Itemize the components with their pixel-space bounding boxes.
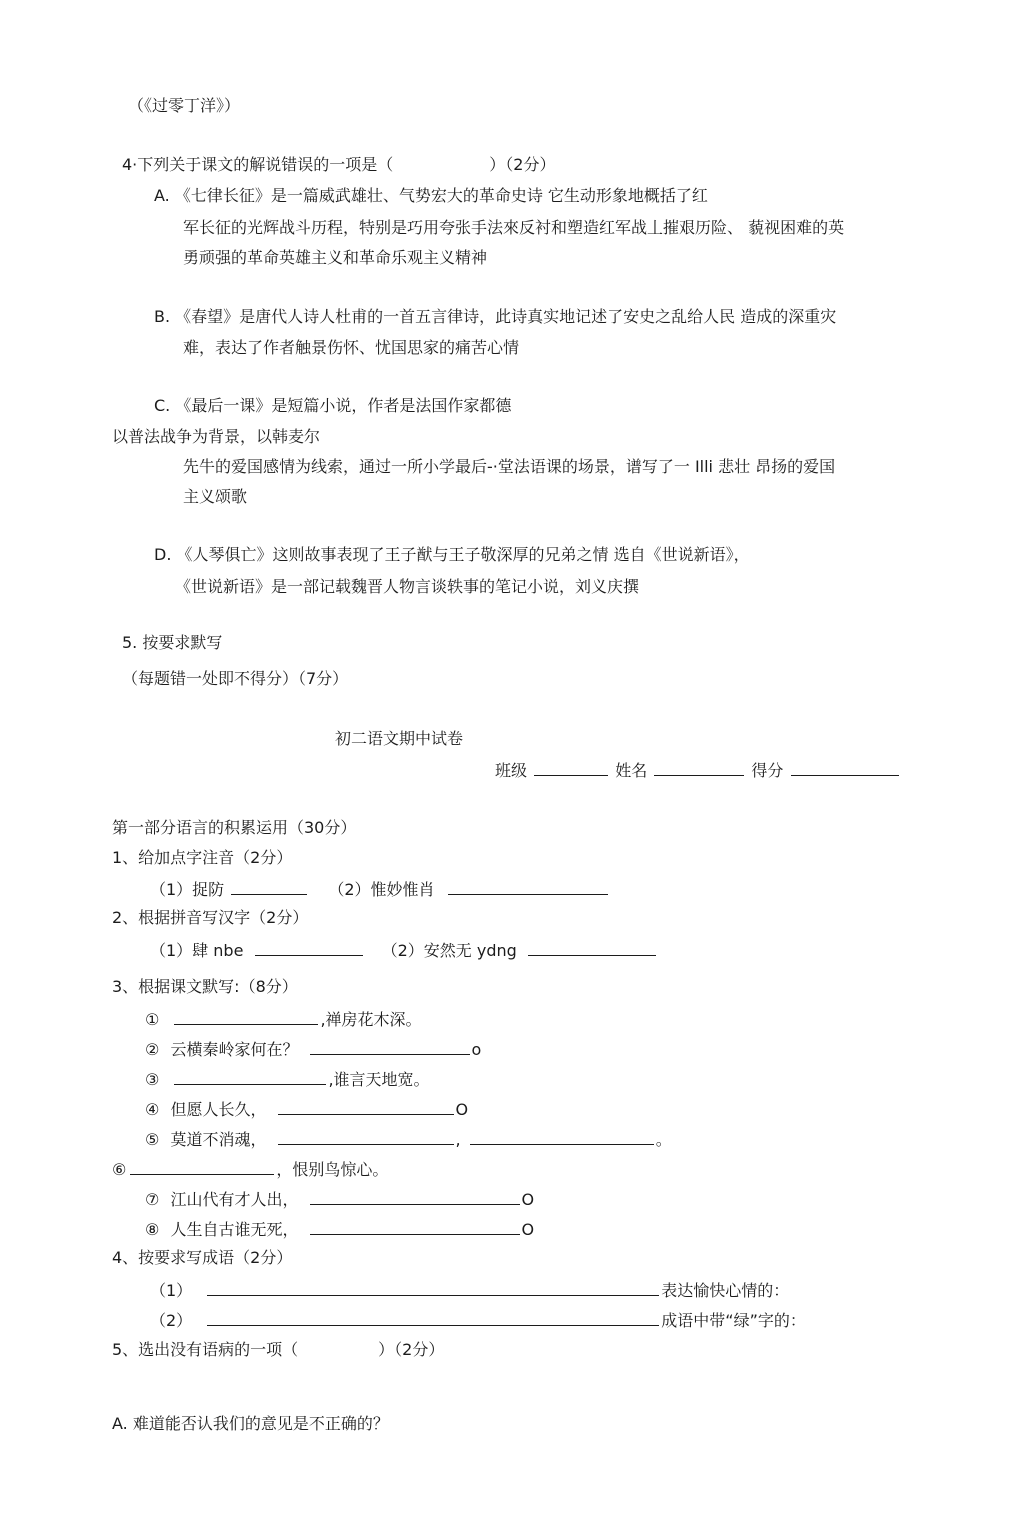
s3-item-6-text: ，恨别鸟惊心。	[276, 1160, 389, 1179]
s3-item-1	[145, 1008, 422, 1030]
question-5-title: 5. 按要求默写	[122, 633, 223, 652]
s2-item1-label: （1）肆 nbe	[150, 941, 244, 960]
s3-item-5-text: 莫道不消魂，	[170, 1130, 267, 1149]
s3-item-4-blank[interactable]	[278, 1098, 454, 1115]
class-label: 班级	[495, 761, 528, 780]
s5-option-a: A. 难道能否认我们的意见是不正确的？	[112, 1414, 389, 1433]
s3-item-4-number: ④	[145, 1100, 160, 1119]
s3-item-5-end: 。	[655, 1130, 672, 1149]
s4-item-2	[150, 1309, 806, 1331]
section-1-title: 1、给加点字注音（2分）	[112, 848, 293, 867]
s1-item1-label: （1）捉防	[150, 880, 225, 899]
s2-item2-blank[interactable]	[528, 939, 656, 956]
s3-item-8-blank[interactable]	[310, 1218, 520, 1235]
exam-title: 初二语文期中试卷	[335, 729, 464, 748]
s3-item-8-text: 人生自古谁无死，	[170, 1220, 299, 1239]
s3-item-7-number: ⑦	[145, 1190, 160, 1209]
s4-item-2-blank[interactable]	[207, 1309, 659, 1326]
question-5-note: （每题错一处即不得分）（7分）	[122, 669, 349, 688]
score-label: 得分	[751, 761, 784, 780]
s3-item-7-end: O	[521, 1190, 535, 1209]
name-field[interactable]	[654, 759, 744, 776]
s4-item-1-number: （1）	[150, 1281, 193, 1300]
s4-item-1-blank[interactable]	[207, 1279, 659, 1296]
q4-option-c-line2: 以普法战争为背景，以韩麦尔	[112, 427, 321, 446]
student-info-row	[495, 759, 901, 781]
s3-item-7-blank[interactable]	[310, 1188, 520, 1205]
s3-item-1-number: ①	[145, 1010, 160, 1029]
q4-option-b-line1: B. 《春望》是唐代人诗人杜甫的一首五言律诗，此诗真实地记述了安史之乱给人民 造成的深重灾	[154, 307, 837, 326]
section-2-title: 2、根据拼音写汉字（2分）	[112, 908, 309, 927]
class-field[interactable]	[534, 759, 608, 776]
poem-source-note: （《过零丁洋》）	[128, 96, 241, 115]
section-2-items	[150, 939, 658, 961]
s3-item-5-blank-1[interactable]	[278, 1128, 454, 1145]
s3-item-2	[145, 1038, 481, 1060]
q4-option-b-line2: 难，表达了作者触景伤怀、忧国思家的痛苦心情	[183, 338, 520, 357]
s3-item-2-number: ②	[145, 1040, 160, 1059]
s3-item-5	[145, 1128, 672, 1150]
s3-item-3-blank[interactable]	[174, 1068, 326, 1085]
s3-item-8-number: ⑧	[145, 1220, 160, 1239]
s1-item2-label: （2）惟妙惟肖	[328, 880, 435, 899]
s3-item-2-end: o	[471, 1040, 482, 1059]
s3-item-5-comma: ,	[455, 1130, 461, 1149]
s3-item-8-end: O	[521, 1220, 535, 1239]
section-5-title: 5、选出没有语病的一项（ ）（2分）	[112, 1340, 445, 1359]
s3-item-6	[112, 1158, 388, 1180]
s3-item-5-number: ⑤	[145, 1130, 160, 1149]
s4-item-1	[150, 1279, 789, 1301]
s3-item-7-text: 江山代有才人出，	[170, 1190, 299, 1209]
s1-item2-blank[interactable]	[448, 878, 608, 895]
q4-option-c-line3: 先牛的爱国感情为线索，通过一所小学最后-·堂法语课的场景，谱写了一 Illi 悲壮 昂扬的爱国	[183, 457, 836, 476]
question-4-prompt: 4·下列关于课文的解说错误的一项是（ ）（2分）	[122, 155, 556, 174]
s3-item-1-blank[interactable]	[174, 1008, 318, 1025]
name-label: 姓名	[615, 761, 648, 780]
section-4-title: 4、按要求写成语（2分）	[112, 1248, 293, 1267]
s3-item-2-blank[interactable]	[310, 1038, 470, 1055]
s3-item-1-text: ,禅房花木深。	[320, 1010, 422, 1029]
s3-item-4-text: 但愿人长久，	[170, 1100, 267, 1119]
score-field[interactable]	[791, 759, 899, 776]
s3-item-5-blank-2[interactable]	[470, 1128, 654, 1145]
s3-item-7	[145, 1188, 534, 1210]
s3-item-3-number: ③	[145, 1070, 160, 1089]
s3-item-4	[145, 1098, 468, 1120]
q4-option-a-line1: A. 《七律长征》是一篇威武雄壮、气势宏大的革命史诗 它生动形象地概括了红	[154, 186, 708, 205]
q4-option-d-line2: 《世说新语》是一部记载魏晋人物言谈轶事的笔记小说，刘义庆撰	[175, 577, 640, 596]
q4-option-c-line1: C. 《最后一课》是短篇小说，作者是法国作家都德	[154, 396, 512, 415]
s3-item-4-end: O	[455, 1100, 469, 1119]
q4-option-c-line4: 主义颂歌	[183, 487, 248, 506]
s2-item1-blank[interactable]	[255, 939, 363, 956]
part-1-title: 第一部分语言的积累运用（30分）	[112, 818, 357, 837]
s3-item-6-blank[interactable]	[130, 1158, 274, 1175]
s3-item-8	[145, 1218, 534, 1240]
section-3-title: 3、根据课文默写:（8分）	[112, 977, 298, 996]
s3-item-3-text: ,谁言天地宽。	[328, 1070, 430, 1089]
s4-item-2-number: （2）	[150, 1311, 193, 1330]
section-1-items	[150, 878, 610, 900]
s3-item-3	[145, 1068, 430, 1090]
s3-item-2-text: 云横秦岭家何在？	[170, 1040, 299, 1059]
q4-option-a-line3: 勇顽强的革命英雄主义和革命乐观主义精神	[183, 248, 488, 267]
s1-item1-blank[interactable]	[231, 878, 307, 895]
s2-item2-label: （2）安然无 ydng	[381, 941, 517, 960]
s4-item-2-text: 成语中带“绿”字的：	[661, 1311, 806, 1330]
q4-option-a-line2: 军长征的光辉战斗历程，特别是巧用夸张手法來反衬和塑造红军战丄摧艰历险、 藐视困难的英	[183, 218, 845, 237]
q4-option-d-line1: D. 《人琴俱亡》这则故事表现了王子猷与王子敬深厚的兄弟之情 选自《世说新语》，	[154, 545, 750, 564]
s3-item-6-number: ⑥	[112, 1160, 127, 1179]
s4-item-1-text: 表达愉快心情的：	[661, 1281, 790, 1300]
